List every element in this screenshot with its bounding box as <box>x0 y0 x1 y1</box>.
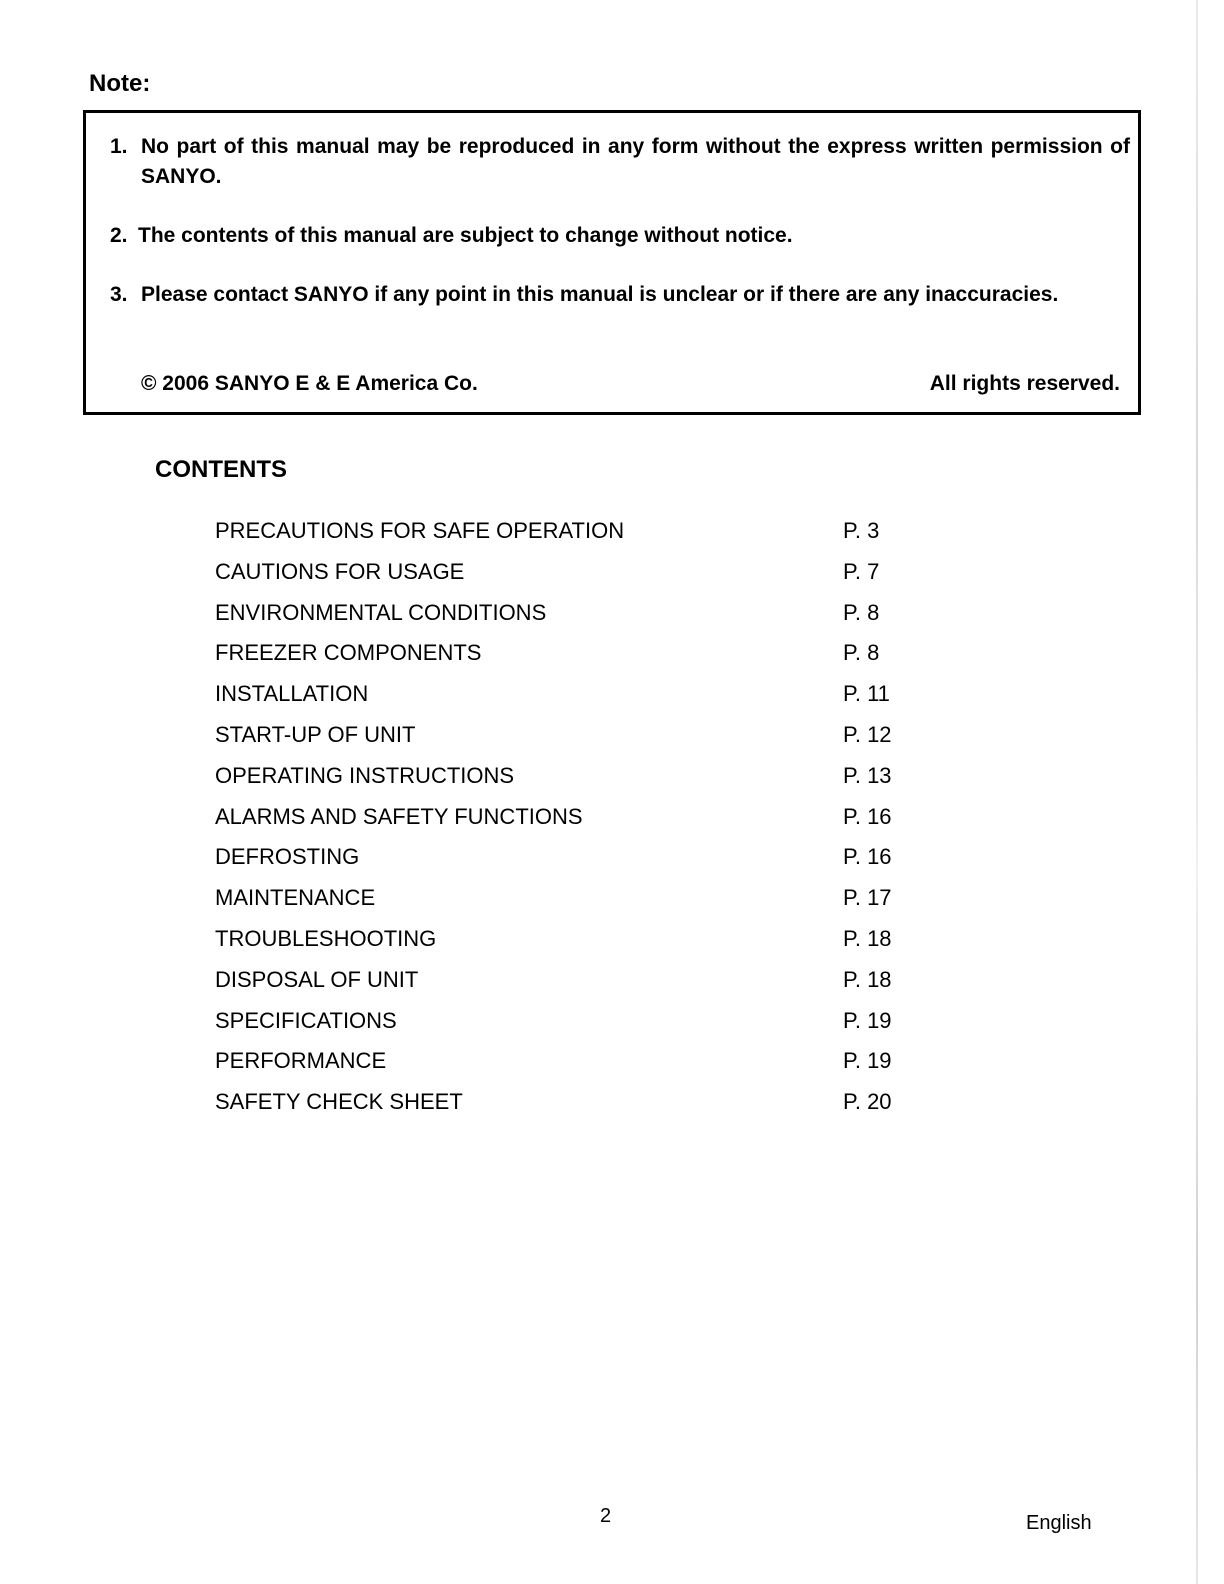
note-item-text: The contents of this manual are subject to change without notice. <box>138 224 793 247</box>
toc-entry-title: ALARMS AND SAFETY FUNCTIONS <box>215 803 583 829</box>
note-item-number: 3. <box>110 283 128 306</box>
copyright-notice: © 2006 SANYO E & E America Co. <box>141 372 478 395</box>
scan-edge-shadow <box>1196 0 1198 1584</box>
toc-entry-page: P. 18 <box>843 925 892 951</box>
toc-entry-page: P. 11 <box>843 681 890 707</box>
toc-entry-safety-check <box>215 1082 975 1123</box>
note-item-number: 1. <box>110 135 128 158</box>
toc-entry-page: P. 18 <box>843 966 892 992</box>
toc-entry-title: DISPOSAL OF UNIT <box>215 966 419 992</box>
toc-entry-operating <box>215 756 975 797</box>
note-item-text: No part of this manual may be reproduced in any form without the express written permission of SANYO. <box>141 135 1130 188</box>
toc-entry-page: P. 17 <box>843 885 892 911</box>
toc-entry-alarms <box>215 797 975 838</box>
toc-entry-page: P. 19 <box>843 1007 892 1033</box>
toc-entry-title: MAINTENANCE <box>215 885 376 911</box>
toc-entry-title: TROUBLESHOOTING <box>215 925 437 951</box>
note-box <box>83 110 1141 415</box>
toc-entry-page: P. 16 <box>843 803 892 829</box>
toc-entry-page: P. 8 <box>843 599 880 625</box>
contents-heading: CONTENTS <box>155 456 287 483</box>
toc-entry-title: INSTALLATION <box>215 681 369 707</box>
toc-entry-page: P. 16 <box>843 844 892 870</box>
toc-entry-cautions <box>215 552 975 593</box>
rights-reserved: All rights reserved. <box>929 372 1120 395</box>
toc-entry-precautions <box>215 511 975 552</box>
toc-entry-disposal <box>215 960 975 1001</box>
note-item-number: 2. <box>110 224 128 247</box>
language-label: English <box>1026 1512 1092 1534</box>
toc-entry-page: P. 3 <box>843 518 880 543</box>
page-number: 2 <box>600 1505 612 1527</box>
toc-entry-page: P. 12 <box>843 721 892 747</box>
toc-entry-specifications <box>215 1001 975 1042</box>
toc-entry-title: CAUTIONS FOR USAGE <box>215 558 465 584</box>
toc-entry-title: PERFORMANCE <box>215 1048 387 1074</box>
toc-entry-page: P. 19 <box>843 1048 892 1074</box>
toc-entry-title: FREEZER COMPONENTS <box>215 640 482 666</box>
toc-entry-title: OPERATING INSTRUCTIONS <box>215 762 515 788</box>
toc-entry-performance <box>215 1041 975 1082</box>
toc-entry-title: SPECIFICATIONS <box>215 1007 397 1033</box>
note-heading: Note: <box>89 70 151 97</box>
note-item-2 <box>110 221 1130 251</box>
table-of-contents <box>215 511 975 1123</box>
toc-entry-troubleshooting <box>215 919 975 960</box>
toc-entry-installation <box>215 674 975 715</box>
toc-entry-defrosting <box>215 837 975 878</box>
toc-entry-components <box>215 633 975 674</box>
toc-entry-maintenance <box>215 878 975 919</box>
toc-entry-page: P. 7 <box>843 558 880 584</box>
note-item-1 <box>110 132 1130 192</box>
toc-entry-page: P. 20 <box>843 1089 892 1115</box>
toc-entry-title: DEFROSTING <box>215 844 360 870</box>
toc-entry-title: SAFETY CHECK SHEET <box>215 1089 463 1115</box>
toc-entry-title: PRECAUTIONS FOR SAFE OPERATION <box>215 518 625 543</box>
note-item-3 <box>110 280 1130 310</box>
toc-entry-environmental <box>215 593 975 634</box>
toc-entry-page: P. 8 <box>843 640 880 666</box>
toc-entry-page: P. 13 <box>843 762 892 788</box>
toc-entry-title: START-UP OF UNIT <box>215 721 416 747</box>
toc-entry-title: ENVIRONMENTAL CONDITIONS <box>215 599 547 625</box>
toc-entry-startup <box>215 715 975 756</box>
note-item-text: Please contact SANYO if any point in this manual is unclear or if there are any inaccuracies. <box>141 283 1059 306</box>
